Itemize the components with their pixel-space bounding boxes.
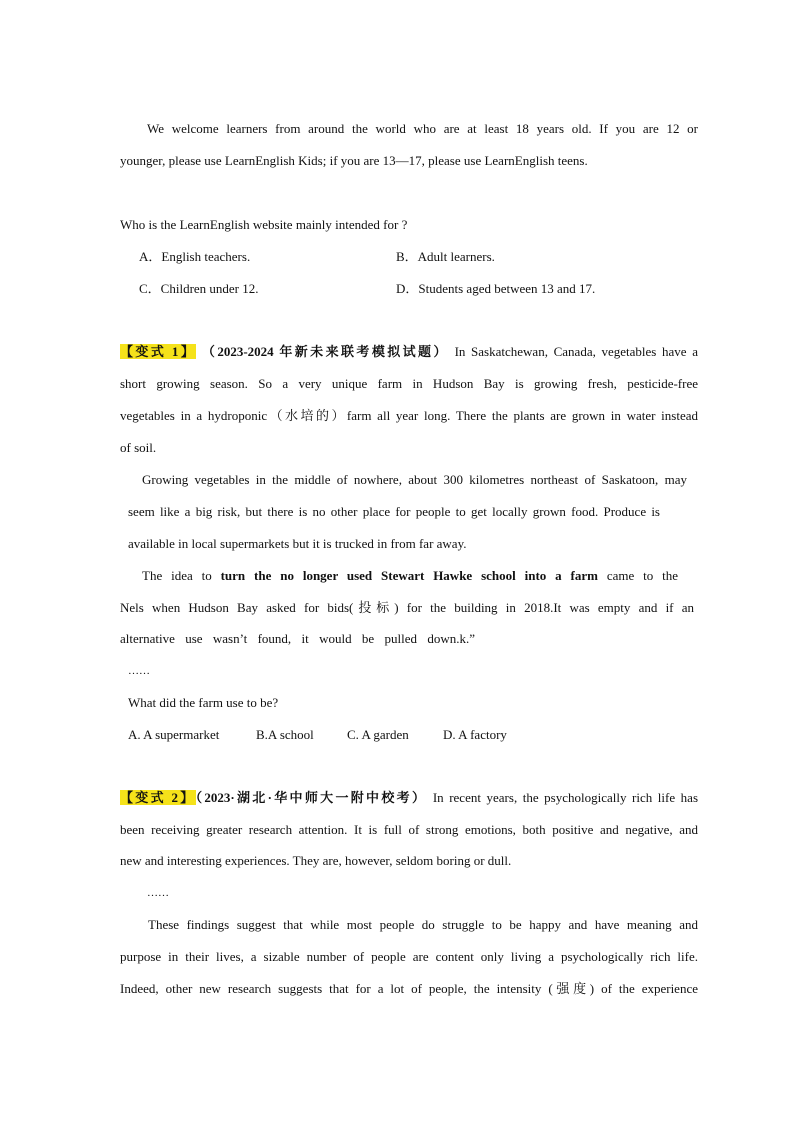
v2-line-5: These findings suggest that while most people do struggle to be happy and have meaning and [148,917,698,932]
v1-tag: 【变式 1】 [120,344,197,359]
v1-p3-bold: turn the no longer used Stewart Hawke school into a farm [220,568,598,583]
intro-line-2: younger, please use LearnEnglish Kids; if you are 13—17, please use LearnEnglish teens. [120,153,588,168]
v2-line-7: Indeed, other new research suggests that for a lot of people, the intensity (强度) of the experience [120,981,698,996]
v1-source: （2023-2024 年新未来联考模拟试题） [201,344,449,359]
q1-question: Who is the LearnEnglish website mainly intended for ? [120,217,408,232]
v2-line-3: new and interesting experiences. They are, however, seldom boring or dull. [120,853,512,868]
v1-line-1: In Saskatchewan, Canada, vegetables have a [454,344,699,359]
v2-source: （2023·湖北·华中师大一附中校考） [195,790,428,805]
v1-option-a: A. A supermarket [128,727,220,742]
v1-p3-line-1 [142,568,678,584]
v2-first-line [120,790,698,806]
v1-p3-line-2: Nels when Hudson Bay asked for bids(投标) for the building in 2018.It was empty and if an [120,600,694,615]
v1-p3-post: came to the [597,568,679,583]
v1-first-line [120,344,698,360]
q1-option-a: A．English teachers. [139,249,251,264]
v2-ellipsis: …… [147,887,169,899]
v1-line-4: of soil. [120,440,157,455]
v1-line-7: available in local supermarkets but it is trucked in from far away. [128,536,467,551]
v1-line-6: seem like a big risk, but there is no other place for people to get locally grown food. Produce is [128,504,660,519]
v2-line-6: purpose in their lives, a sizable number of people are content only living a psychologically rich life. [120,949,698,964]
v1-option-b: B.A school [256,727,314,742]
q1-option-b: B．Adult learners. [396,249,495,264]
v2-tag: 【变式 2】 [120,790,196,805]
v1-line-5: Growing vegetables in the middle of nowhere, about 300 kilometres northeast of Saskatoon, may [142,472,687,487]
v2-line-1: In recent years, the psychologically rich life has [432,790,699,805]
v1-ellipsis: …… [128,665,150,677]
v1-line-3: vegetables in a hydroponic（水培的）farm all year long. There the plants are grown in water instead [120,408,698,423]
v2-line-2: been receiving greater research attention. It is full of strong emotions, both positive and negative, and [120,822,698,837]
intro-line-1: We welcome learners from around the world who are at least 18 years old. If you are 12 or [147,121,698,136]
v1-option-c: C. A garden [347,727,409,742]
v1-question: What did the farm use to be? [128,695,279,710]
q1-option-d: D．Students aged between 13 and 17. [396,281,596,296]
v1-option-d: D. A factory [443,727,507,742]
v1-p3-line-3: alternative use wasn’t found, it would be pulled down.k.” [120,631,475,646]
v1-line-2: short growing season. So a very unique farm in Hudson Bay is growing fresh, pesticide-free [120,376,698,391]
v1-p3-pre: The idea to [142,568,221,583]
q1-option-c: C．Children under 12. [139,281,259,296]
